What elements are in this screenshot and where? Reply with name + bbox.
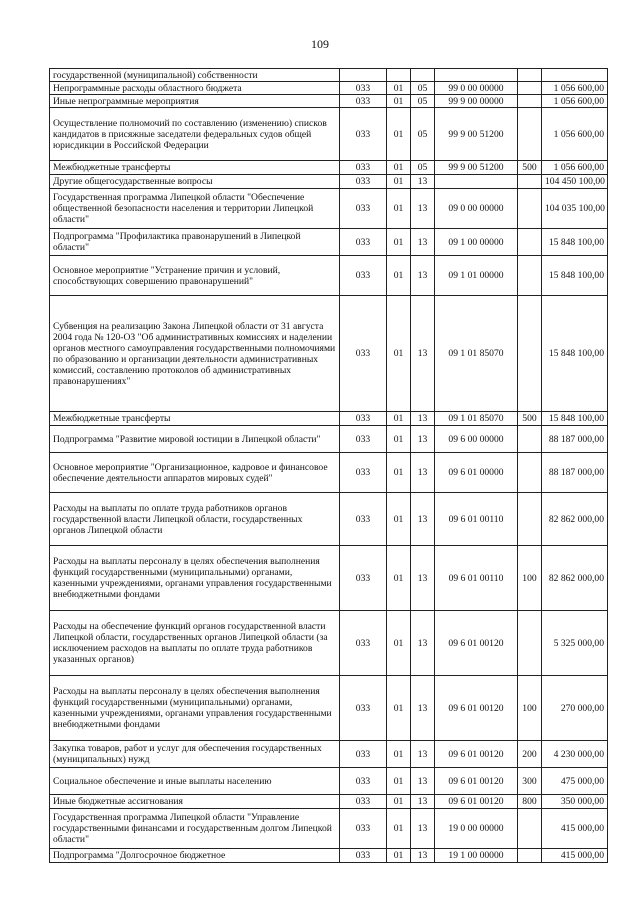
expense-type-code xyxy=(518,108,542,161)
line-item-name: Закупка товаров, работ и услуг для обеспечения государственных (муниципальных) нужд xyxy=(50,741,340,768)
amount: 415 000,00 xyxy=(542,809,608,849)
section-code: 01 xyxy=(387,426,411,453)
line-item-name: Расходы на выплаты персоналу в целях обеспечения выполнения функций государственными (муниципальными) органами, казенными учреждениями, органами управления государственными внебюджетными фондами xyxy=(50,546,340,611)
department-code: 033 xyxy=(340,175,387,189)
table-row xyxy=(50,676,608,741)
target-article-code: 09 6 01 00120 xyxy=(435,741,518,768)
table-row xyxy=(50,412,608,426)
subsection-code: 13 xyxy=(411,741,435,768)
section-code xyxy=(387,69,411,82)
subsection-code: 05 xyxy=(411,95,435,108)
budget-table-body xyxy=(50,69,608,863)
amount: 82 862 000,00 xyxy=(542,493,608,546)
expense-type-code: 100 xyxy=(518,546,542,611)
department-code: 033 xyxy=(340,546,387,611)
expense-type-code: 100 xyxy=(518,676,542,741)
department-code: 033 xyxy=(340,611,387,676)
amount xyxy=(542,69,608,82)
amount: 15 848 100,00 xyxy=(542,229,608,256)
amount: 15 848 100,00 xyxy=(542,256,608,296)
department-code: 033 xyxy=(340,189,387,229)
amount: 5 325 000,00 xyxy=(542,611,608,676)
section-code: 01 xyxy=(387,453,411,493)
section-code: 01 xyxy=(387,412,411,426)
expense-type-code: 500 xyxy=(518,412,542,426)
expense-type-code xyxy=(518,809,542,849)
section-code: 01 xyxy=(387,768,411,795)
expense-type-code xyxy=(518,256,542,296)
subsection-code xyxy=(411,69,435,82)
line-item-name: Государственная программа Липецкой области "Обеспечение общественной безопасности населения и территории Липецкой области" xyxy=(50,189,340,229)
subsection-code: 13 xyxy=(411,768,435,795)
line-item-name: Подпрограмма "Долгосрочное бюджетное xyxy=(50,849,340,863)
department-code: 033 xyxy=(340,741,387,768)
target-article-code: 09 6 01 00110 xyxy=(435,493,518,546)
subsection-code: 13 xyxy=(411,453,435,493)
line-item-name: Субвенция на реализацию Закона Липецкой области от 31 августа 2004 года № 120-ОЗ "Об административных комиссиях и наделении органов местного самоуправления государственными полномочиями по образованию и организации деятельности административных комиссий, составлению протоколов об административных правонарушениях" xyxy=(50,296,340,412)
expense-type-code xyxy=(518,611,542,676)
section-code: 01 xyxy=(387,108,411,161)
section-code: 01 xyxy=(387,676,411,741)
amount: 1 056 600,00 xyxy=(542,161,608,175)
page-number: 109 xyxy=(311,37,329,51)
subsection-code: 13 xyxy=(411,795,435,809)
department-code: 033 xyxy=(340,768,387,795)
amount: 270 000,00 xyxy=(542,676,608,741)
line-item-name: Подпрограмма "Профилактика правонарушений в Липецкой области" xyxy=(50,229,340,256)
line-item-name: Государственная программа Липецкой области "Управление государственными финансами и государственным долгом Липецкой области" xyxy=(50,809,340,849)
subsection-code: 13 xyxy=(411,426,435,453)
target-article-code: 09 6 00 00000 xyxy=(435,426,518,453)
line-item-name: Другие общегосударственные вопросы xyxy=(50,175,340,189)
department-code: 033 xyxy=(340,426,387,453)
target-article-code: 09 1 00 00000 xyxy=(435,229,518,256)
line-item-name: государственной (муниципальной) собственности xyxy=(50,69,340,82)
line-item-name: Осуществление полномочий по составлению (изменению) списков кандидатов в присяжные заседатели федеральных судов общей юрисдикции в Российской Федерации xyxy=(50,108,340,161)
table-row xyxy=(50,175,608,189)
subsection-code: 13 xyxy=(411,256,435,296)
target-article-code: 09 0 00 00000 xyxy=(435,189,518,229)
subsection-code: 05 xyxy=(411,82,435,95)
amount: 415 000,00 xyxy=(542,849,608,863)
subsection-code: 13 xyxy=(411,809,435,849)
department-code: 033 xyxy=(340,161,387,175)
amount: 104 450 100,00 xyxy=(542,175,608,189)
line-item-name: Межбюджетные трансферты xyxy=(50,161,340,175)
table-row xyxy=(50,256,608,296)
expense-type-code xyxy=(518,296,542,412)
subsection-code: 05 xyxy=(411,108,435,161)
line-item-name: Основное мероприятие "Организационное, кадровое и финансовое обеспечение деятельности аппаратов мировых судей" xyxy=(50,453,340,493)
target-article-code: 09 6 01 00110 xyxy=(435,546,518,611)
table-row xyxy=(50,82,608,95)
section-code: 01 xyxy=(387,795,411,809)
amount: 1 056 600,00 xyxy=(542,95,608,108)
target-article-code: 09 1 01 85070 xyxy=(435,296,518,412)
table-row xyxy=(50,229,608,256)
department-code: 033 xyxy=(340,849,387,863)
subsection-code: 13 xyxy=(411,493,435,546)
line-item-name: Расходы на выплаты персоналу в целях обеспечения выполнения функций государственными (муниципальными) органами, казенными учреждениями, органами управления государственными внебюджетными фондами xyxy=(50,676,340,741)
table-row xyxy=(50,189,608,229)
target-article-code: 09 6 01 00120 xyxy=(435,676,518,741)
table-row xyxy=(50,426,608,453)
target-article-code: 09 6 01 00120 xyxy=(435,795,518,809)
section-code: 01 xyxy=(387,546,411,611)
amount: 15 848 100,00 xyxy=(542,296,608,412)
section-code: 01 xyxy=(387,296,411,412)
budget-table xyxy=(49,68,608,863)
department-code: 033 xyxy=(340,809,387,849)
section-code: 01 xyxy=(387,82,411,95)
expense-type-code xyxy=(518,189,542,229)
amount: 1 056 600,00 xyxy=(542,82,608,95)
target-article-code: 09 6 01 00000 xyxy=(435,453,518,493)
table-row xyxy=(50,795,608,809)
section-code: 01 xyxy=(387,189,411,229)
expense-type-code xyxy=(518,229,542,256)
table-row xyxy=(50,741,608,768)
expense-type-code xyxy=(518,849,542,863)
amount: 88 187 000,00 xyxy=(542,426,608,453)
department-code: 033 xyxy=(340,229,387,256)
amount: 4 230 000,00 xyxy=(542,741,608,768)
department-code: 033 xyxy=(340,256,387,296)
expense-type-code xyxy=(518,493,542,546)
target-article-code: 99 9 00 51200 xyxy=(435,161,518,175)
expense-type-code xyxy=(518,69,542,82)
subsection-code: 13 xyxy=(411,611,435,676)
amount: 1 056 600,00 xyxy=(542,108,608,161)
line-item-name: Основное мероприятие "Устранение причин и условий, способствующих совершению правонарушений" xyxy=(50,256,340,296)
expense-type-code: 300 xyxy=(518,768,542,795)
subsection-code: 13 xyxy=(411,175,435,189)
amount: 88 187 000,00 xyxy=(542,453,608,493)
target-article-code: 09 6 01 00120 xyxy=(435,768,518,795)
amount: 82 862 000,00 xyxy=(542,546,608,611)
amount: 475 000,00 xyxy=(542,768,608,795)
expense-type-code xyxy=(518,453,542,493)
section-code: 01 xyxy=(387,849,411,863)
expense-type-code xyxy=(518,175,542,189)
amount: 350 000,00 xyxy=(542,795,608,809)
target-article-code: 19 1 00 00000 xyxy=(435,849,518,863)
expense-type-code xyxy=(518,82,542,95)
table-row xyxy=(50,768,608,795)
section-code: 01 xyxy=(387,256,411,296)
subsection-code: 13 xyxy=(411,412,435,426)
target-article-code xyxy=(435,175,518,189)
target-article-code: 19 0 00 00000 xyxy=(435,809,518,849)
line-item-name: Иные бюджетные ассигнования xyxy=(50,795,340,809)
department-code xyxy=(340,69,387,82)
table-row xyxy=(50,849,608,863)
expense-type-code: 800 xyxy=(518,795,542,809)
target-article-code: 99 0 00 00000 xyxy=(435,82,518,95)
target-article-code: 09 1 01 00000 xyxy=(435,256,518,296)
department-code: 033 xyxy=(340,795,387,809)
amount: 104 035 100,00 xyxy=(542,189,608,229)
section-code: 01 xyxy=(387,229,411,256)
line-item-name: Подпрограмма "Развитие мировой юстиции в Липецкой области" xyxy=(50,426,340,453)
table-row xyxy=(50,453,608,493)
line-item-name: Иные непрограммные мероприятия xyxy=(50,95,340,108)
department-code: 033 xyxy=(340,412,387,426)
target-article-code xyxy=(435,69,518,82)
table-row xyxy=(50,493,608,546)
amount: 15 848 100,00 xyxy=(542,412,608,426)
expense-type-code: 500 xyxy=(518,161,542,175)
department-code: 033 xyxy=(340,296,387,412)
line-item-name: Расходы на обеспечение функций органов государственной власти Липецкой области, государственных органов Липецкой области (за исключением расходов на выплаты по оплате труда работников указанных органов) xyxy=(50,611,340,676)
section-code: 01 xyxy=(387,611,411,676)
target-article-code: 09 6 01 00120 xyxy=(435,611,518,676)
table-row xyxy=(50,809,608,849)
subsection-code: 13 xyxy=(411,849,435,863)
subsection-code: 13 xyxy=(411,546,435,611)
section-code: 01 xyxy=(387,809,411,849)
expense-type-code: 200 xyxy=(518,741,542,768)
target-article-code: 99 9 00 51200 xyxy=(435,108,518,161)
expense-type-code xyxy=(518,95,542,108)
line-item-name: Непрограммные расходы областного бюджета xyxy=(50,82,340,95)
section-code: 01 xyxy=(387,95,411,108)
subsection-code: 13 xyxy=(411,189,435,229)
line-item-name: Социальное обеспечение и иные выплаты населению xyxy=(50,768,340,795)
table-row xyxy=(50,296,608,412)
subsection-code: 13 xyxy=(411,296,435,412)
table-row xyxy=(50,546,608,611)
table-row xyxy=(50,95,608,108)
subsection-code: 13 xyxy=(411,676,435,741)
department-code: 033 xyxy=(340,95,387,108)
department-code: 033 xyxy=(340,108,387,161)
line-item-name: Межбюджетные трансферты xyxy=(50,412,340,426)
section-code: 01 xyxy=(387,161,411,175)
department-code: 033 xyxy=(340,493,387,546)
department-code: 033 xyxy=(340,82,387,95)
table-row xyxy=(50,611,608,676)
section-code: 01 xyxy=(387,741,411,768)
department-code: 033 xyxy=(340,676,387,741)
line-item-name: Расходы на выплаты по оплате труда работников органов государственной власти Липецкой области, государственных органов Липецкой области xyxy=(50,493,340,546)
subsection-code: 13 xyxy=(411,229,435,256)
table-row xyxy=(50,108,608,161)
table-row xyxy=(50,69,608,82)
section-code: 01 xyxy=(387,493,411,546)
department-code: 033 xyxy=(340,453,387,493)
section-code: 01 xyxy=(387,175,411,189)
expense-type-code xyxy=(518,426,542,453)
target-article-code: 99 9 00 00000 xyxy=(435,95,518,108)
target-article-code: 09 1 01 85070 xyxy=(435,412,518,426)
subsection-code: 05 xyxy=(411,161,435,175)
table-row xyxy=(50,161,608,175)
